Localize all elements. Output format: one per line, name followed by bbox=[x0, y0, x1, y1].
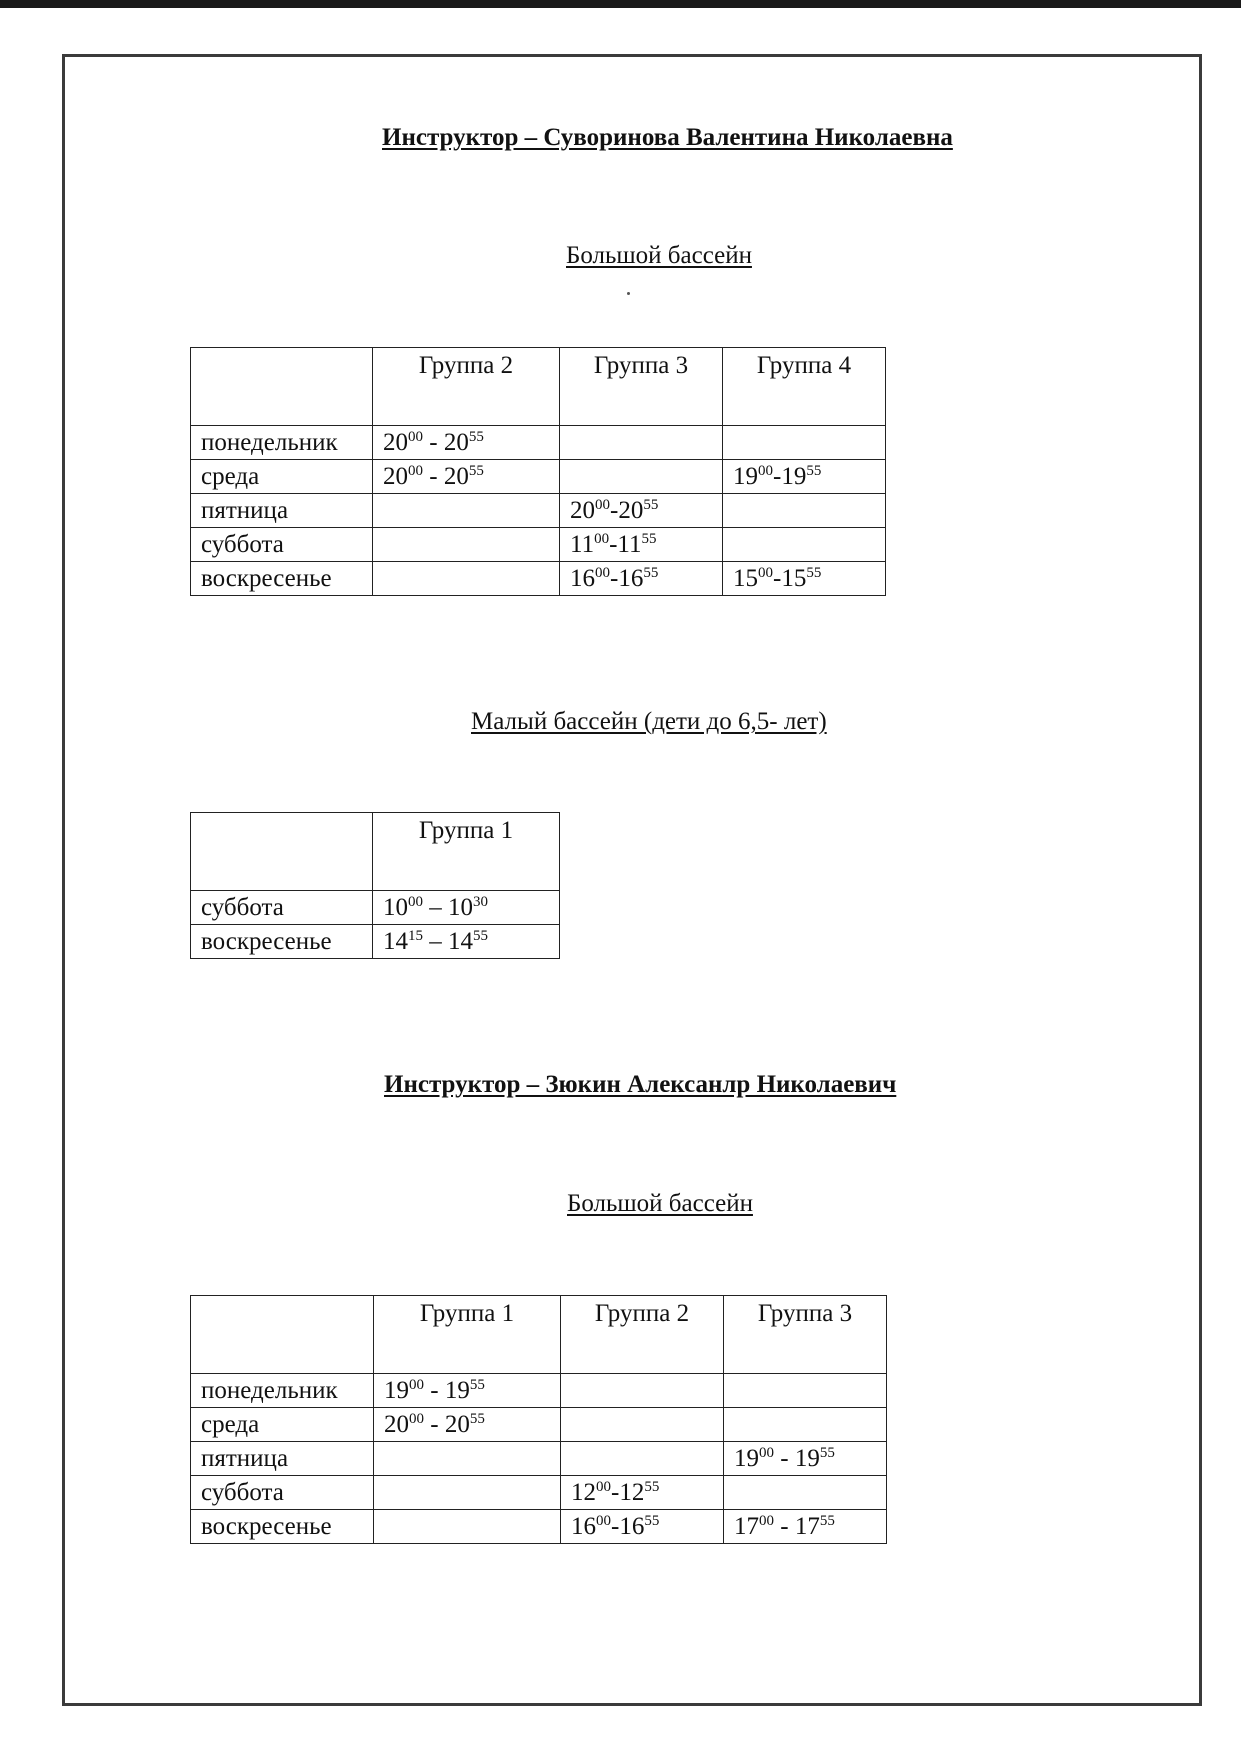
time-cell bbox=[723, 460, 886, 494]
group-header: Группа 1 bbox=[373, 813, 560, 891]
time-end-hour: 15 bbox=[781, 564, 807, 592]
time-end-hour: 12 bbox=[619, 1478, 645, 1506]
table-row bbox=[191, 562, 886, 596]
time-cell bbox=[561, 1476, 724, 1510]
schedule-table bbox=[190, 347, 886, 596]
time-start-minutes: 00 bbox=[595, 564, 610, 581]
scan-edge bbox=[0, 0, 1241, 8]
time-end-minutes: 55 bbox=[468, 462, 484, 479]
time-start-minutes: 00 bbox=[759, 1512, 774, 1529]
day-cell: суббота bbox=[191, 891, 373, 925]
time-start-hour: 16 bbox=[571, 1512, 596, 1540]
group-header: Группа 4 bbox=[723, 348, 886, 426]
time-start-hour: 15 bbox=[733, 564, 758, 592]
group-header: Группа 3 bbox=[560, 348, 723, 426]
time-end-minutes: 55 bbox=[819, 1512, 835, 1529]
time-cell bbox=[374, 1408, 561, 1442]
time-cell bbox=[561, 1510, 724, 1544]
time-end-minutes: 55 bbox=[473, 927, 488, 944]
time-end-minutes: 55 bbox=[641, 530, 657, 547]
time-separator: - bbox=[424, 1410, 445, 1438]
time-start-hour: 14 bbox=[383, 927, 408, 955]
corner-cell bbox=[191, 1296, 374, 1374]
table-header-row bbox=[191, 813, 560, 891]
time-cell bbox=[374, 1476, 561, 1510]
table-row bbox=[191, 891, 560, 925]
time-start-hour: 20 bbox=[383, 462, 408, 490]
group-header: Группа 2 bbox=[561, 1296, 724, 1374]
time-separator: - bbox=[611, 1512, 620, 1540]
time-end-minutes: 55 bbox=[469, 1410, 485, 1427]
table-row bbox=[191, 460, 886, 494]
time-start-hour: 20 bbox=[570, 496, 595, 524]
time-end-hour: 16 bbox=[619, 1512, 645, 1540]
time-cell bbox=[374, 1510, 561, 1544]
instructor-heading-1: Инструктор – Суворинова Валентина Николаевна bbox=[382, 124, 953, 151]
group-header: Группа 1 bbox=[374, 1296, 561, 1374]
time-start-minutes: 00 bbox=[595, 496, 610, 513]
time-cell bbox=[723, 494, 886, 528]
time-start-hour: 19 bbox=[384, 1376, 409, 1404]
corner-cell bbox=[191, 348, 373, 426]
time-end-minutes: 30 bbox=[473, 893, 488, 910]
table-row bbox=[191, 494, 886, 528]
time-cell bbox=[373, 891, 560, 925]
time-end-hour: 16 bbox=[618, 564, 644, 592]
day-cell: суббота bbox=[191, 1476, 374, 1510]
time-end-minutes: 55 bbox=[644, 1512, 660, 1529]
day-cell: среда bbox=[191, 1408, 374, 1442]
time-start-minutes: 00 bbox=[409, 1410, 424, 1427]
time-start-minutes: 00 bbox=[594, 530, 610, 547]
time-separator: - bbox=[774, 1512, 795, 1540]
time-cell bbox=[724, 1510, 887, 1544]
time-separator: – bbox=[423, 927, 448, 955]
time-end-hour: 19 bbox=[794, 1444, 820, 1472]
time-separator: - bbox=[773, 462, 782, 490]
table-row bbox=[191, 1374, 887, 1408]
time-cell bbox=[373, 562, 560, 596]
time-end-minutes: 55 bbox=[468, 428, 484, 445]
time-cell bbox=[723, 562, 886, 596]
day-cell: суббота bbox=[191, 528, 373, 562]
table-row bbox=[191, 1476, 887, 1510]
time-end-hour: 19 bbox=[781, 462, 807, 490]
time-separator: - bbox=[773, 564, 782, 592]
time-start-minutes: 00 bbox=[759, 1444, 774, 1461]
time-separator: - bbox=[611, 1478, 620, 1506]
time-cell bbox=[374, 1374, 561, 1408]
schedule-table bbox=[190, 1295, 887, 1544]
instructor-heading-2: Инструктор – Зюкин Алексанлр Николаевич bbox=[384, 1071, 897, 1098]
time-separator: - bbox=[609, 530, 618, 558]
time-separator: - bbox=[610, 496, 619, 524]
time-start-minutes: 00 bbox=[408, 428, 423, 445]
time-cell bbox=[373, 460, 560, 494]
time-start-hour: 20 bbox=[383, 428, 408, 456]
time-end-minutes: 55 bbox=[819, 1444, 835, 1461]
time-start-minutes: 00 bbox=[408, 893, 423, 910]
time-cell bbox=[560, 528, 723, 562]
day-cell: воскресенье bbox=[191, 925, 373, 959]
schedule-table bbox=[190, 812, 560, 959]
time-end-hour: 20 bbox=[443, 462, 469, 490]
pool-title-small: Малый бассейн (дети до 6,5- лет) bbox=[471, 708, 827, 735]
table-row bbox=[191, 1442, 887, 1476]
time-cell bbox=[373, 528, 560, 562]
time-end-hour: 20 bbox=[618, 496, 644, 524]
time-end-minutes: 55 bbox=[806, 564, 822, 581]
table-row bbox=[191, 1510, 887, 1544]
corner-cell bbox=[191, 813, 373, 891]
time-cell bbox=[724, 1408, 887, 1442]
time-cell bbox=[560, 426, 723, 460]
time-end-hour: 19 bbox=[444, 1376, 470, 1404]
time-start-hour: 16 bbox=[570, 564, 595, 592]
time-end-hour: 20 bbox=[443, 428, 469, 456]
time-separator: - bbox=[774, 1444, 795, 1472]
time-start-hour: 10 bbox=[383, 893, 408, 921]
table-row bbox=[191, 426, 886, 460]
table-row bbox=[191, 1408, 887, 1442]
time-cell bbox=[561, 1408, 724, 1442]
time-end-hour: 11 bbox=[617, 530, 642, 558]
time-separator: - bbox=[610, 564, 619, 592]
time-cell bbox=[724, 1476, 887, 1510]
group-header: Группа 2 bbox=[373, 348, 560, 426]
time-cell bbox=[560, 460, 723, 494]
time-start-minutes: 00 bbox=[408, 462, 423, 479]
time-start-hour: 17 bbox=[734, 1512, 759, 1540]
time-end-minutes: 55 bbox=[643, 564, 659, 581]
group-header: Группа 3 bbox=[724, 1296, 887, 1374]
time-end-hour: 17 bbox=[794, 1512, 820, 1540]
time-start-minutes: 00 bbox=[758, 564, 773, 581]
time-cell bbox=[373, 494, 560, 528]
time-end-minutes: 55 bbox=[644, 1478, 660, 1495]
day-cell: пятница bbox=[191, 1442, 374, 1476]
scan-speck bbox=[627, 292, 630, 295]
time-cell bbox=[723, 426, 886, 460]
time-cell bbox=[373, 426, 560, 460]
table-header-row bbox=[191, 348, 886, 426]
day-cell: воскресенье bbox=[191, 562, 373, 596]
table-row bbox=[191, 925, 560, 959]
time-separator: - bbox=[423, 428, 444, 456]
time-start-hour: 20 bbox=[384, 1410, 409, 1438]
time-start-minutes: 00 bbox=[409, 1376, 424, 1393]
day-cell: пятница bbox=[191, 494, 373, 528]
time-end-hour: 14 bbox=[448, 927, 473, 955]
time-start-minutes: 00 bbox=[596, 1512, 611, 1529]
pool-title-big-1: Большой бассейн bbox=[566, 242, 752, 269]
time-cell bbox=[373, 925, 560, 959]
day-cell: среда bbox=[191, 460, 373, 494]
time-cell bbox=[561, 1442, 724, 1476]
time-cell bbox=[374, 1442, 561, 1476]
time-start-minutes: 00 bbox=[758, 462, 773, 479]
day-cell: воскресенье bbox=[191, 1510, 374, 1544]
time-start-hour: 12 bbox=[571, 1478, 596, 1506]
time-end-minutes: 55 bbox=[643, 496, 659, 513]
time-cell bbox=[724, 1374, 887, 1408]
table-row bbox=[191, 528, 886, 562]
time-start-hour: 19 bbox=[734, 1444, 759, 1472]
time-cell bbox=[561, 1374, 724, 1408]
time-start-hour: 19 bbox=[733, 462, 758, 490]
time-cell bbox=[560, 562, 723, 596]
table-header-row bbox=[191, 1296, 887, 1374]
day-cell: понедельник bbox=[191, 426, 373, 460]
time-end-minutes: 55 bbox=[806, 462, 822, 479]
time-end-hour: 20 bbox=[444, 1410, 470, 1438]
time-separator: - bbox=[424, 1376, 445, 1404]
time-start-hour: 11 bbox=[570, 530, 595, 558]
day-cell: понедельник bbox=[191, 1374, 374, 1408]
time-separator: – bbox=[423, 893, 448, 921]
time-start-minutes: 15 bbox=[408, 927, 423, 944]
pool-title-big-2: Большой бассейн bbox=[567, 1190, 753, 1217]
time-end-hour: 10 bbox=[448, 893, 473, 921]
time-start-minutes: 00 bbox=[596, 1478, 611, 1495]
time-cell bbox=[560, 494, 723, 528]
time-cell bbox=[724, 1442, 887, 1476]
time-cell bbox=[723, 528, 886, 562]
time-end-minutes: 55 bbox=[469, 1376, 485, 1393]
time-separator: - bbox=[423, 462, 444, 490]
